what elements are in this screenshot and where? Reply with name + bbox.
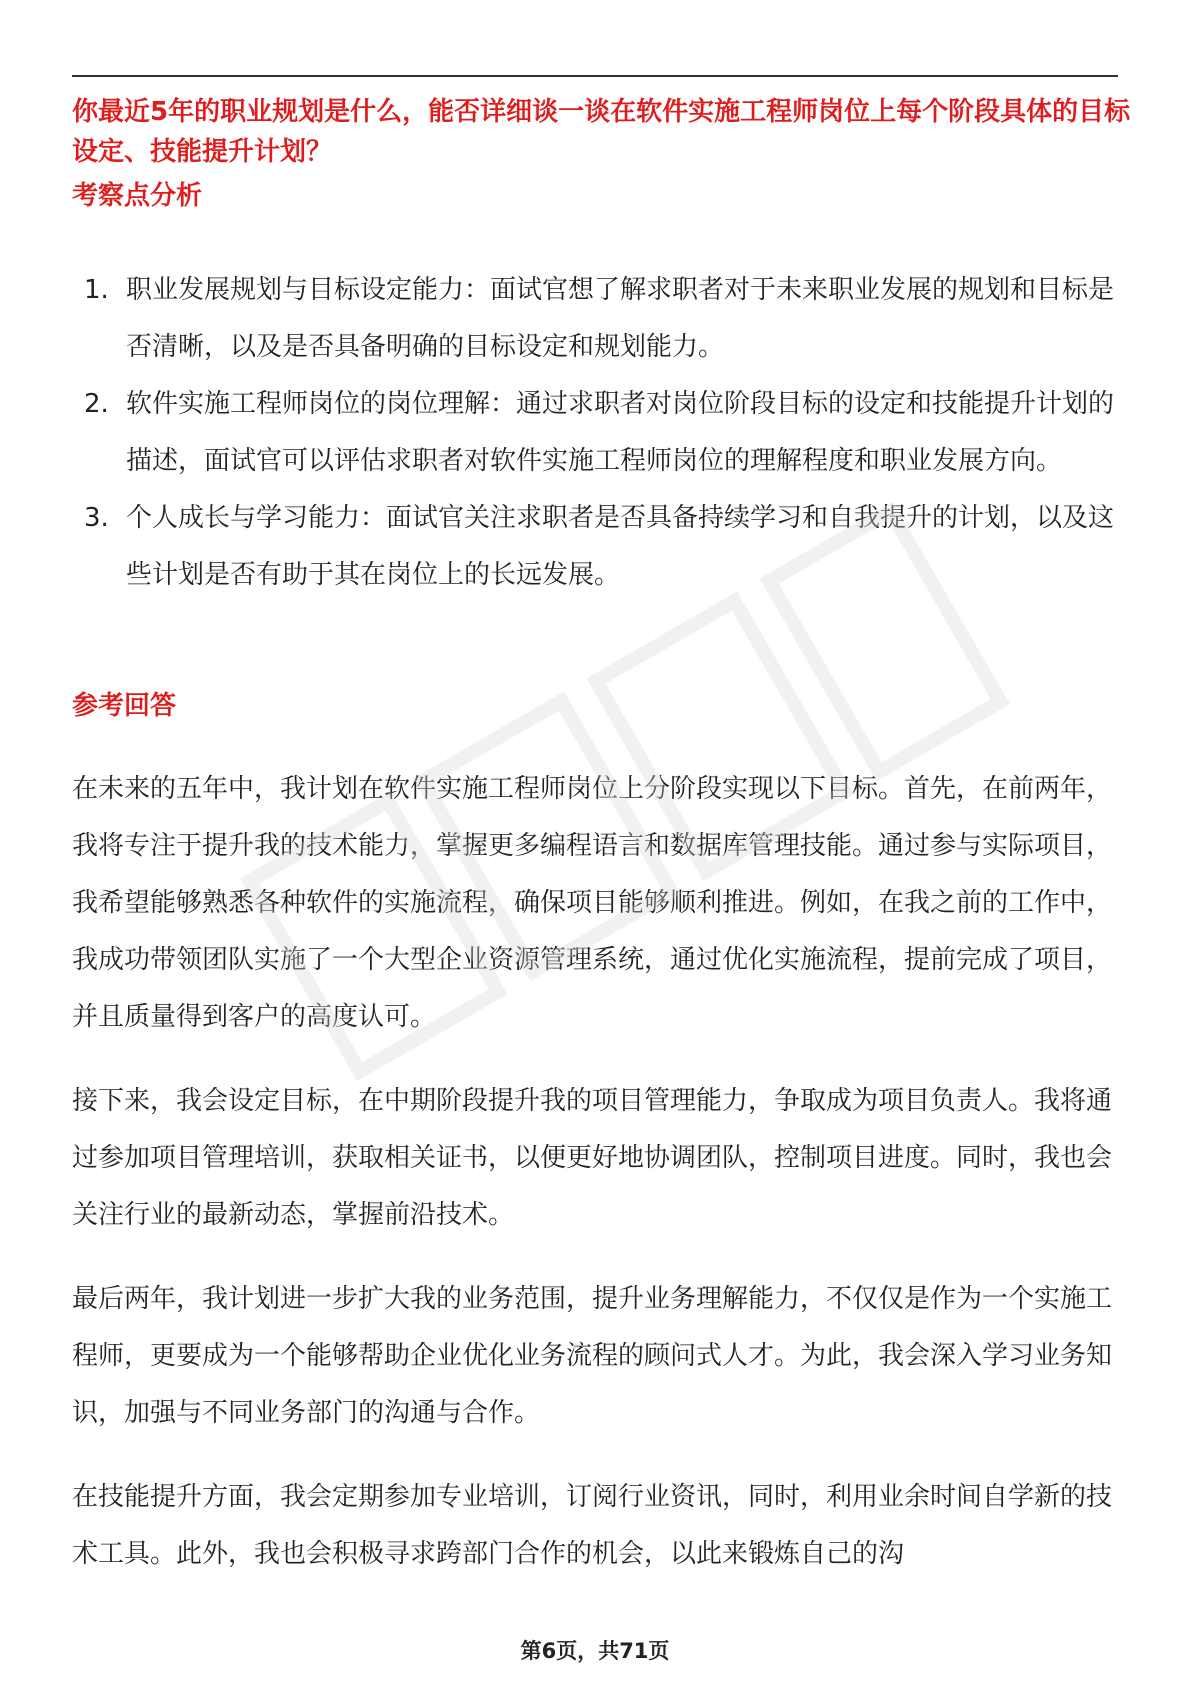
list-item-text: 个人成长与学习能力：面试官关注求职者是否具备持续学习和自我提升的计划，以及这些计划是否有助于其在岗位上的长远发展。 <box>126 503 1115 590</box>
list-item <box>84 376 1118 490</box>
list-item-number: 3. <box>84 503 109 533</box>
analysis-list <box>84 262 1118 604</box>
list-item-text: 软件实施工程师岗位的岗位理解：通过求职者对岗位阶段目标的设定和技能提升计划的描述，面试官可以评估求职者对软件实施工程师岗位的理解程度和职业发展方向。 <box>126 389 1115 476</box>
list-item-number: 2. <box>84 389 109 419</box>
answer-paragraph: 最后两年，我计划进一步扩大我的业务范围，提升业务理解能力，不仅仅是作为一个实施工程师，更要成为一个能够帮助企业优化业务流程的顾问式人才。为此，我会深入学习业务知识，加强与不同业务部门的沟通与合作。 <box>72 1284 1113 1428</box>
list-item <box>84 262 1118 376</box>
answer-heading: 参考回答 <box>72 691 177 721</box>
page-footer: 第6页，共71页 <box>520 1639 670 1663</box>
answer-paragraph: 在技能提升方面，我会定期参加专业培训，订阅行业资讯，同时，利用业余时间自学新的技术工具。此外，我也会积极寻求跨部门合作的机会，以此来锻炼自己的沟 <box>72 1482 1113 1569</box>
list-item-text: 职业发展规划与目标设定能力：面试官想了解求职者对于未来职业发展的规划和目标是否清晰，以及是否具备明确的目标设定和规划能力。 <box>126 275 1115 362</box>
answer-paragraph: 在未来的五年中，我计划在软件实施工程师岗位上分阶段实现以下目标。首先，在前两年，我将专注于提升我的技术能力，掌握更多编程语言和数据库管理技能。通过参与实际项目，我希望能够熟悉各种软件的实施流程，确保项目能够顺利推进。例如，在我之前的工作中，我成功带领团队实施了一个大型企业资源管理系统，通过优化实施流程，提前完成了项目，并且质量得到客户的高度认可。 <box>72 774 1113 1032</box>
list-item-number: 1. <box>84 275 109 305</box>
analysis-heading: 考察点分析 <box>72 181 203 211</box>
top-divider <box>72 75 1118 77</box>
answer-body <box>72 761 1118 1610</box>
question-title: 你最近5年的职业规划是什么，能否详细谈一谈在软件实施工程师岗位上每个阶段具体的目标设定、技能提升计划？ <box>72 97 1131 167</box>
answer-paragraph: 接下来，我会设定目标，在中期阶段提升我的项目管理能力，争取成为项目负责人。我将通过参加项目管理培训，获取相关证书，以便更好地协调团队，控制项目进度。同时，我也会关注行业的最新动态，掌握前沿技术。 <box>72 1086 1113 1230</box>
list-item <box>84 490 1118 604</box>
